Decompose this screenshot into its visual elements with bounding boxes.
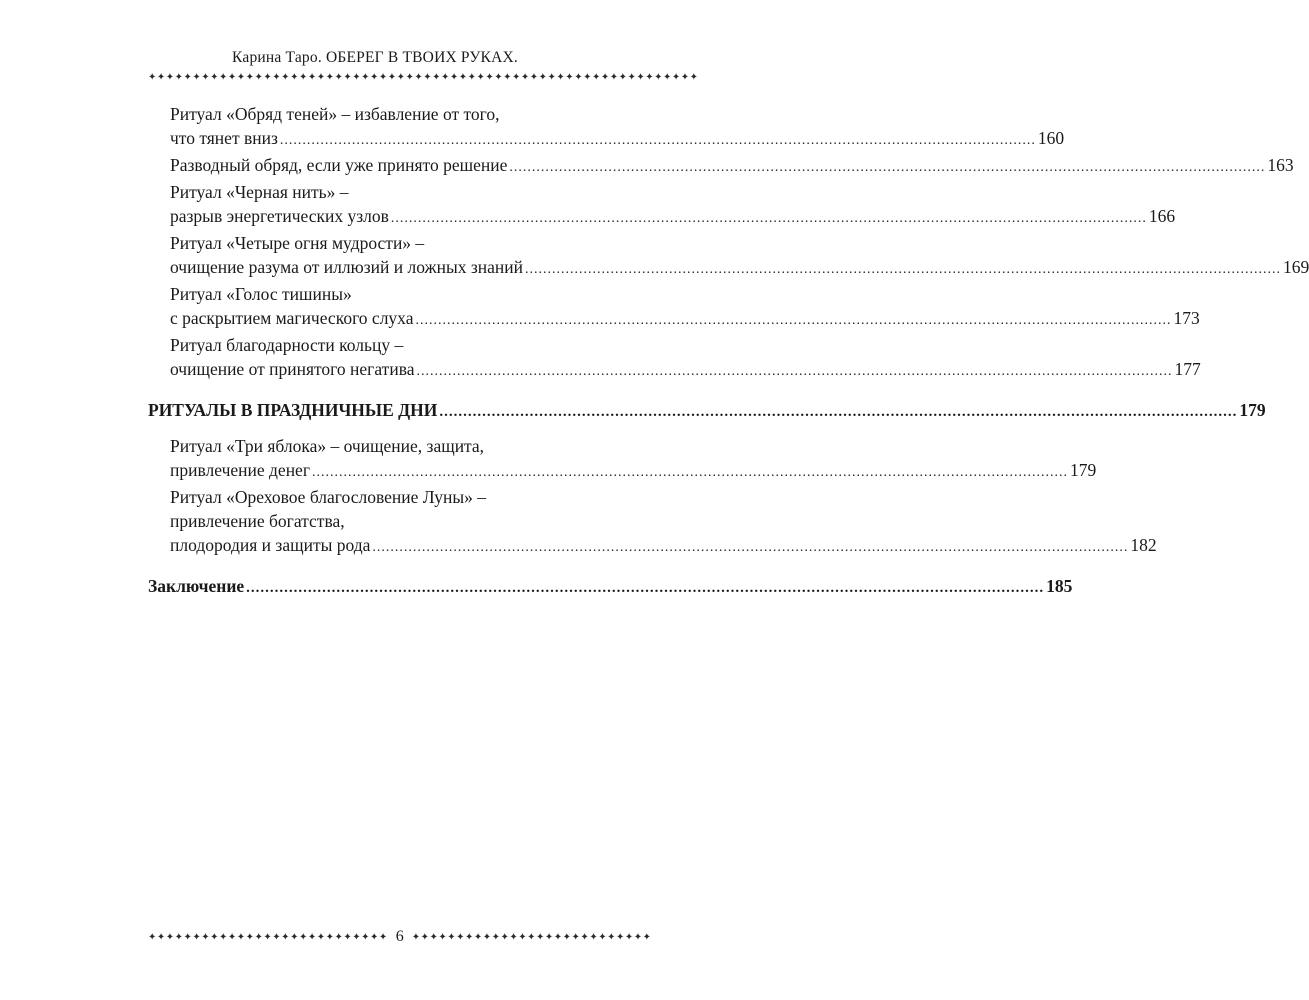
toc-entry-line: Ритуал «Ореховое благословение Луны» – bbox=[170, 487, 486, 507]
toc-section-conclusion[interactable]: Заключение ..... 185 bbox=[148, 574, 598, 600]
page-number: 163 bbox=[1267, 155, 1294, 175]
toc-entry-line: Ритуал «Обряд теней» – избавление от того, bbox=[170, 104, 500, 124]
toc-entry-line: Ритуал «Четыре огня мудрости» – bbox=[170, 233, 425, 253]
page-number: 179 bbox=[1239, 400, 1266, 420]
toc-entry-line: Ритуал «Три яблока» – очищение, защита, bbox=[170, 436, 485, 456]
page-number: 179 bbox=[1070, 460, 1097, 480]
leader-dots bbox=[417, 360, 1173, 384]
page-number: 160 bbox=[1037, 128, 1065, 148]
running-head: Карина Таро. ОБЕРЕГ В ТВОИХ РУКАХ. bbox=[232, 49, 518, 66]
leader-dots bbox=[312, 461, 1068, 485]
ornament-border-right: ✦✦✦✦✦✦✦✦✦✦✦✦✦✦✦✦✦✦✦✦✦✦✦✦✦✦✦ bbox=[411, 931, 652, 943]
leader-dots bbox=[372, 536, 1128, 560]
toc-entry-line[interactable]: плодородия и защиты рода ..... 182 bbox=[148, 533, 598, 560]
leader-dots bbox=[439, 400, 1237, 424]
toc-entry-line[interactable]: привлечение денег ..... 179 bbox=[148, 458, 598, 485]
toc-entry-line[interactable]: с раскрытием магического слуха ..... 173 bbox=[148, 306, 598, 333]
toc-entry-line: Ритуал благодарности кольцу – bbox=[170, 335, 404, 355]
table-of-contents bbox=[148, 102, 1309, 600]
page-number: 185 bbox=[1046, 576, 1073, 596]
page-footer bbox=[148, 928, 652, 946]
ornament-border-top: ✦✦✦✦✦✦✦✦✦✦✦✦✦✦✦✦✦✦✦✦✦✦✦✦✦✦✦✦✦✦✦✦✦✦✦✦✦✦✦✦✦✦✦✦✦✦✦✦✦✦✦✦✦✦✦✦✦✦✦✦✦✦ bbox=[148, 72, 699, 83]
toc-entry-line: Ритуал «Черная нить» – bbox=[170, 182, 349, 202]
toc-entry-line: привлечение богатства, bbox=[170, 511, 345, 531]
toc-entry-line[interactable]: Разводный обряд, если уже принято решение ..... 163 bbox=[148, 153, 598, 180]
toc-entry-line[interactable]: очищение разума от иллюзий и ложных знаний ..... 169 bbox=[148, 255, 598, 282]
page-number: 173 bbox=[1173, 308, 1200, 328]
folio-page-number: 6 bbox=[395, 928, 404, 945]
page-number: 177 bbox=[1174, 359, 1201, 379]
toc-section-holidays[interactable]: РИТУАЛЫ В ПРАЗДНИЧНЫЕ ДНИ ..... 179 bbox=[148, 398, 598, 424]
page-number: 169 bbox=[1283, 257, 1309, 277]
toc-entry-line[interactable]: разрыв энергетических узлов ..... 166 bbox=[148, 204, 598, 231]
ornament-border-left: ✦✦✦✦✦✦✦✦✦✦✦✦✦✦✦✦✦✦✦✦✦✦✦✦✦✦✦ bbox=[148, 931, 388, 943]
leader-dots bbox=[246, 576, 1044, 600]
leader-dots bbox=[280, 129, 1036, 153]
page-number: 182 bbox=[1130, 535, 1157, 555]
leader-dots bbox=[391, 207, 1147, 231]
toc-entry-line: Ритуал «Голос тишины» bbox=[170, 284, 352, 304]
page-number: 166 bbox=[1148, 206, 1176, 226]
toc-entry-line[interactable]: очищение от принятого негатива ..... 177 bbox=[148, 357, 598, 384]
leader-dots bbox=[415, 309, 1171, 333]
leader-dots bbox=[525, 258, 1281, 282]
leader-dots bbox=[509, 156, 1265, 180]
toc-entry-line[interactable]: что тянет вниз ..... 160 bbox=[148, 126, 598, 153]
